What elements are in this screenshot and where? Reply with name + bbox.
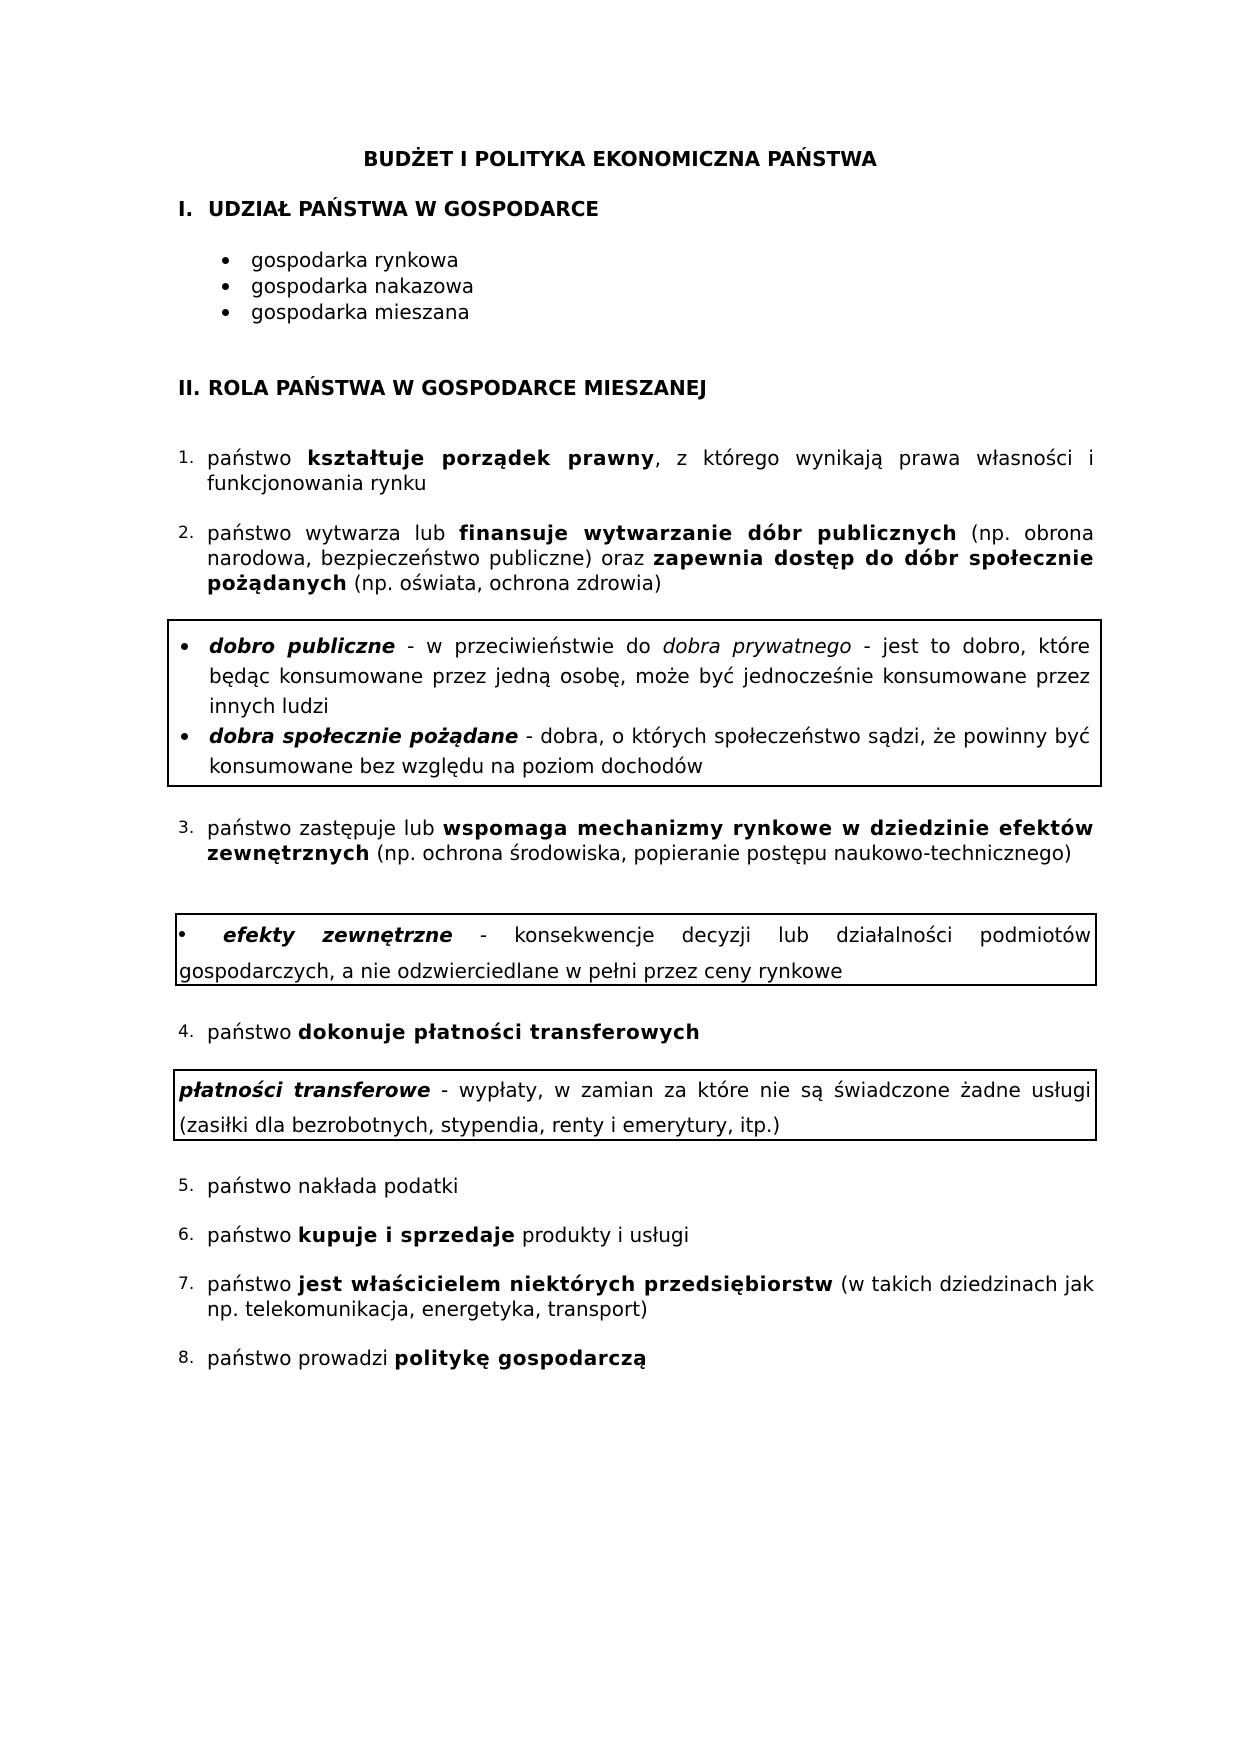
item-number: 4. [178,1022,195,1042]
item-text [207,446,1094,496]
definition-box-externalities [175,913,1097,986]
text-run: - konsekwencje decyzji lub działalności podmiotów gospodarczych, a nie odzwierciedlane w pełni przez ceny rynkowe [179,923,1091,983]
text-run: państwo [207,1020,298,1044]
item-text [207,1223,1094,1248]
section-heading-text: ROLA PAŃSTWA W GOSPODARCE MIESZANEJ [208,376,707,400]
bullet-dot [179,931,185,937]
definition-term: dobro publiczne [209,634,396,658]
text-run: - wypłaty, w zamian za które nie są świadczone żadne usługi (zasiłki dla bezrobotnych, stypendia, renty i emerytury, itp.) [179,1078,1091,1137]
section-heading-1 [178,197,599,221]
numbered-item-2 [178,521,1094,596]
bold-run: finansuje wytwarzanie dóbr publicznych [459,521,958,545]
definition-term: płatności transferowe [179,1078,431,1102]
definition-box-transfer-payments [173,1069,1097,1141]
numbered-item-1 [178,446,1094,496]
section-heading-2 [178,376,707,400]
item-text [207,816,1094,866]
item-text [207,521,1094,596]
text-run: państwo [207,446,308,470]
text-run: produkty i usługi [515,1223,690,1247]
item-text [207,1346,1094,1371]
text-run: (np. obrona narodowa, bezpieczeństwo publiczne) oraz [207,521,1094,570]
section-heading-text: UDZIAŁ PAŃSTWA W GOSPODARCE [208,197,600,221]
bold-run: zapewnia dostęp do dóbr społecznie pożądanych [207,546,1094,595]
numbered-item-8 [178,1346,1094,1371]
text-run: państwo [207,1272,299,1296]
list-item: gospodarka mieszana [222,300,474,326]
text-run: , z którego wynikają prawa własności i funkcjonowania rynku [207,446,1094,495]
list-item: gospodarka nakazowa [222,274,474,300]
definition-term: dobra społecznie pożądane [209,724,519,748]
bold-run: wspomaga mechanizmy rynkowe w dziedzinie efektów zewnętrznych [207,816,1094,865]
text-run: - dobra, o których społeczeństwo sądzi, że powinny być konsumowane bez względu na poziom dochodów [209,724,1090,778]
text-run: państwo prowadzi [207,1346,395,1370]
numbered-item-4 [178,1020,1094,1045]
numbered-item-6 [178,1223,1094,1248]
numbered-item-7 [178,1272,1094,1322]
text-run: państwo zastępuje lub [207,816,443,840]
economy-types-list [222,248,474,326]
item-text [207,1272,1094,1322]
definition-box-public-goods [167,619,1102,787]
text-run: - jest to dobro, które będąc konsumowane przez jedną osobę, może być jednocześnie konsumowane przez innych ludzi [209,634,1090,718]
definition-socially-desired-goods [181,721,1090,781]
numbered-item-3 [178,816,1094,866]
definition-term: efekty zewnętrzne [223,923,453,947]
item-number: 8. [178,1348,195,1368]
section-number: I. [178,197,194,221]
bold-run: jest właścicielem niektórych przedsiębiorstw [298,1272,834,1296]
item-number: 6. [178,1225,195,1245]
item-number: 7. [178,1274,195,1294]
item-number: 2. [178,523,195,543]
section-number: II. [178,376,201,400]
text-run: państwo wytwarza lub [207,521,460,545]
bold-run: dokonuje płatności transferowych [297,1020,701,1044]
italic-run: dobra prywatnego [662,634,852,658]
bold-run: kupuje i sprzedaje [297,1223,516,1247]
item-number: 1. [178,448,195,468]
list-item: gospodarka rynkowa [222,248,474,274]
text-run: (np. oświata, ochrona zdrowia) [347,571,662,595]
page-title: BUDŻET I POLITYKA EKONOMICZNA PAŃSTWA [363,147,877,171]
text-run: - w przeciwieństwie do [395,634,663,658]
bold-run: politykę gospodarczą [394,1346,648,1370]
text-run: (np. ochrona środowiska, popieranie postępu naukowo-technicznego) [370,841,1072,865]
item-number: 3. [178,818,195,838]
definition-public-good [181,631,1090,721]
text-run: (w takich dziedzinach jak np. telekomunikacja, energetyka, transport) [207,1272,1094,1321]
item-text [207,1020,1094,1045]
text-run: państwo nakłada podatki [207,1174,459,1198]
text-run: państwo [207,1223,298,1247]
item-text [207,1174,1094,1199]
numbered-item-5 [178,1174,1094,1199]
bold-run: kształtuje porządek prawny [307,446,655,470]
item-number: 5. [178,1176,195,1196]
